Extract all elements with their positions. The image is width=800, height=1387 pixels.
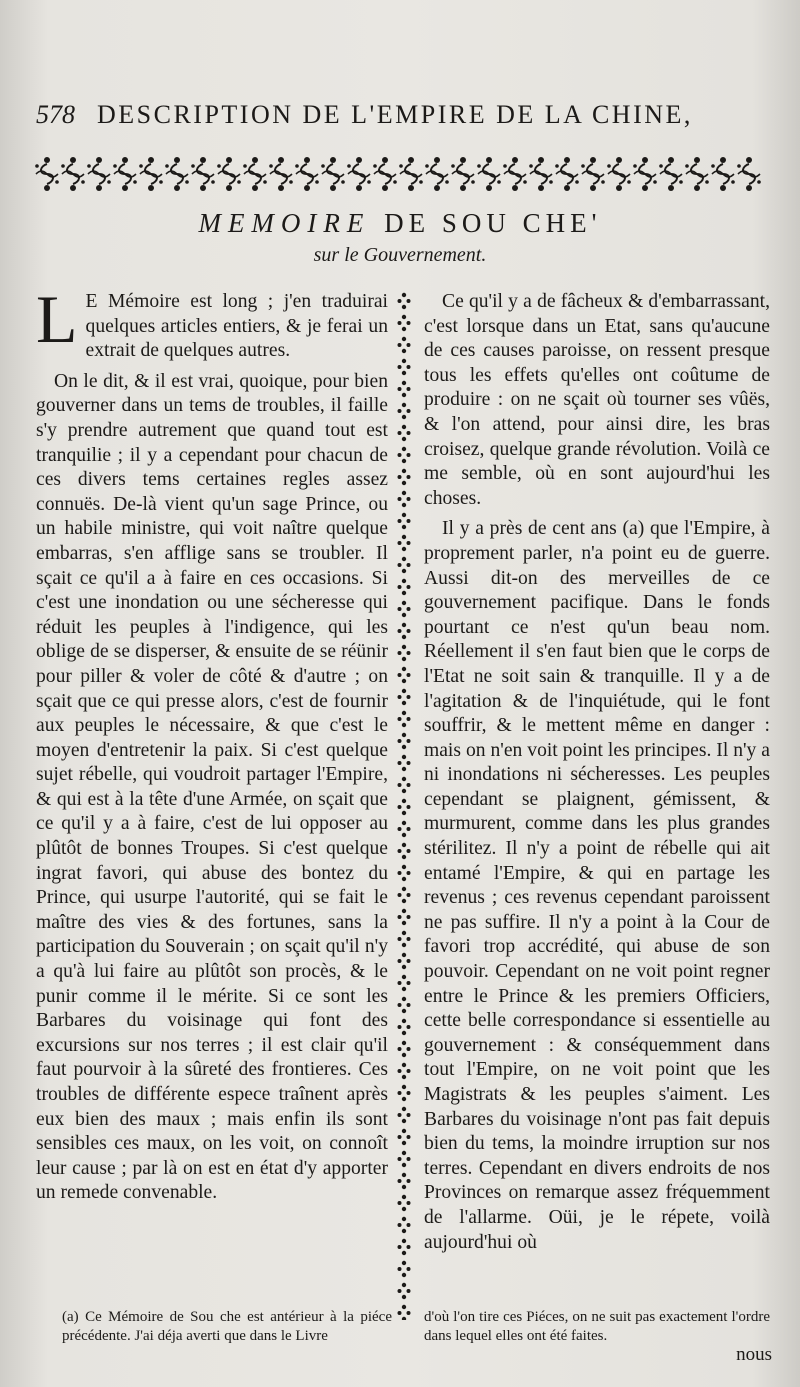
right-paragraph-1: Ce qu'il y a de fâcheux & d'embarrassant, c'est lorsque dans un Etat, sans qu'aucune de ces causes paroisse, on ressent presque tous les effets qu'elles ont coûtume de produire : on ne sçait où tourner ses vûës, & l'on attend, pour ainsi dire, les bras croisez, quelque grande révolution. Voilà ce me semble, où en sont aujourd'hui les choses. — [424, 291, 770, 509]
running-head — [36, 100, 700, 130]
ornament-border-graphic — [34, 152, 762, 196]
left-column — [36, 281, 388, 1206]
catchword: nous — [736, 1344, 772, 1365]
drop-cap: L — [36, 281, 78, 357]
running-title: DESCRIPTION DE L'EMPIRE DE LA CHINE, — [97, 100, 693, 129]
title-upright-part: DE SOU CHE' — [384, 208, 602, 238]
footnote-left: (a) Ce Mémoire de Sou che est antérieur à la piéce précédente. J'ai déja averti que dans le Livre — [62, 1309, 392, 1344]
memoir-title — [0, 208, 800, 239]
column-divider-ornament — [395, 290, 413, 1320]
right-paragraph-2: Il y a près de cent ans (a) que l'Empire, à proprement parler, n'a point eu de guerre. Aussi dit-on des merveilles de ce gouvernement pacifique. Dans le fonds pourtant ce n'est qu'un beau nom. Réellement il s'en faut bien que le corps de l'Etat ne soit sain & tranquille. Il y a de l'agitation & de l'inquiétude, qui le font souffrir, & le mettent même en danger : mais on n'en voit point les principes. Il n'y a ni inondations ni sécheresses. Les peuples cependant se plaignent, gémissent, & murmurent, comme dans les plus grandes stérilitez. Il n'y a point de rébelle qui ait entamé l'Empire, & qui en partage les revenus ; ces revenus cependant paroissent ne pas suffire. Il n'y a point à la Cour de favori trop accrédité, qui abuse de son pouvoir. Cependant on ne voit point regner entre le Prince & les premiers Officiers, cette belle correspondance si essentielle au gouvernement : & conséquemment dans tout l'Empire, on ne voit point que les Magistrats & les peuples s'aiment. Les Barbares du voisinage n'ont pas fait depuis bien du tems, la moindre irruption sur nos terres. Cependant en divers endroits de nos Provinces on remarque assez fréquemment de l'allarme. Oüi, je le répete, voilà aujourd'hui où — [424, 518, 770, 1253]
right-column — [424, 290, 770, 1255]
left-paragraph-1-text: E Mémoire est long ; j'en traduirai quelques articles entiers, & je ferai un extrait de quelques autres. — [85, 291, 388, 362]
left-paragraph-1 — [36, 281, 388, 364]
divider-graphic — [395, 290, 413, 1320]
memoir-subtitle: sur le Gouvernement. — [313, 244, 487, 266]
ornament-band — [34, 152, 762, 196]
title-italic-part: MEMOIRE — [198, 208, 371, 238]
footnote-right: d'où l'on tire ces Piéces, on ne suit pas exactement l'ordre dans lequel elles ont été faites. — [424, 1309, 770, 1344]
left-paragraph-2: On le dit, & il est vrai, quoique, pour bien gouverner dans un tems de troubles, il faille s'y prendre autrement que quand tout est tranquilie ; il y a cependant pour chacun de ces divers tems certaines regles assez connuës. De-là vient qu'un sage Prince, ou un habile ministre, qui voit naître quelque embarras, s'en afflige sans se troubler. Il sçait ce qu'il a à faire en ces occasions. Si c'est une inondation ou une sécheresse qui réduit les peuples à l'indigence, qui les oblige de se disperser, & ensuite de se réünir pour piller & voler de côté & d'autre ; on sçait que ce qui presse alors, c'est de fournir aux peuples le nécessaire, & que c'est le moyen d'entretenir la paix. Si c'est quelque sujet rébelle, qui voudroit partager l'Empire, & qui est à la tête d'une Armée, on sçait que ce qu'il y a à faire, c'est de lui opposer au plûtôt de bonnes Troupes. Si c'est quelque ingrat favori, qui abuse des bontez du Prince, qui usurpe l'autorité, qui se fait le maître des vies & des fortunes, sans la participation du Souverain ; on sçait qu'il n'y a qu'à lui faire au plûtôt son procès, & le punir comme il le mérite. Si ce sont les Barbares du voisinage qui font des excursions sur nos terres ; il est clair qu'il faut pourvoir à la sûreté des frontieres. Ces troubles de différente espece traînent après eux bien des maux ; mais enfin ils sont sensibles ces maux, on les voit, on connoît leur cause ; par là on est en état d'y apporter un remede convenable. — [36, 370, 388, 1204]
page-number: 578 — [36, 100, 75, 129]
